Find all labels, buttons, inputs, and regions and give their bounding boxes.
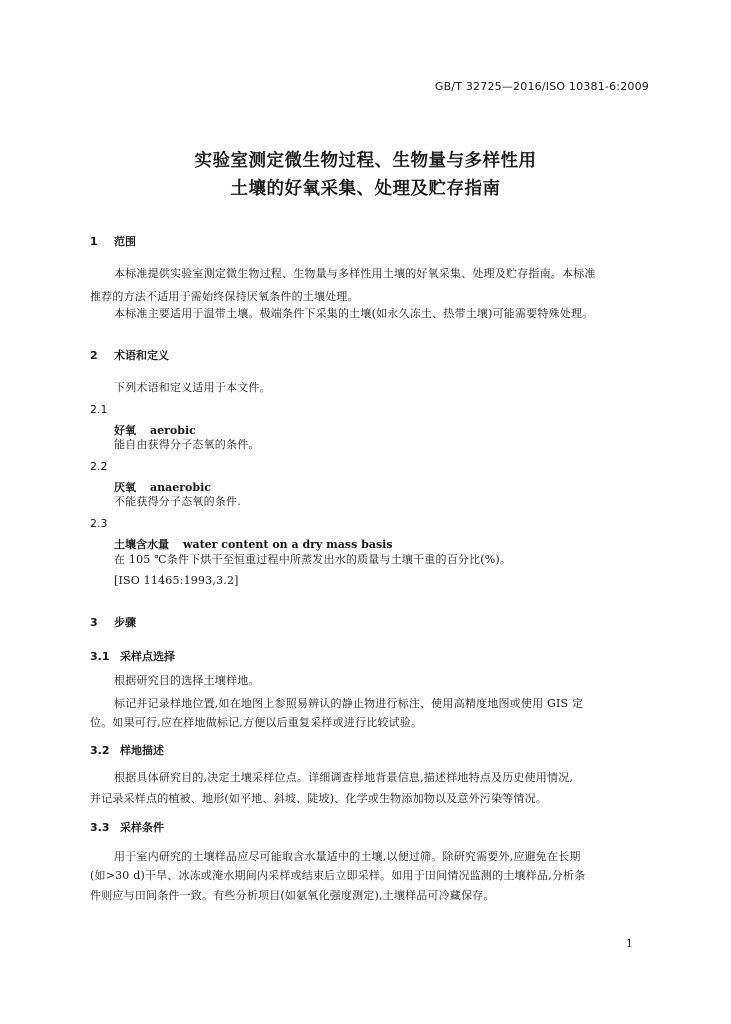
section-title: 采样条件 [120, 821, 164, 834]
sampling-conditions-line-2: (如>30 d)干旱、冰冻或淹水期间内采样或结束后立即采样。如用于田间情况监测的土壤样品,分析条 [90, 869, 586, 882]
page-number: 1 [626, 937, 633, 950]
section-heading-scope [90, 233, 136, 249]
term-number: 2.2 [90, 460, 108, 473]
site-selection-paragraph-1: 根据研究目的选择土壤样地。 [114, 674, 260, 687]
term-cn: 好氧 [114, 424, 136, 437]
section-number: 1 [90, 235, 98, 248]
section-number: 2 [90, 349, 98, 362]
term-number: 2.3 [90, 517, 108, 530]
site-description-line-1: 根据具体研究目的,决定土壤采样位点。详细调查样地背景信息,描述样地特点及历史使用情况, [114, 771, 574, 784]
subsection-heading-site-selection [90, 648, 175, 664]
term-cn: 厌氧 [114, 481, 136, 494]
terms-intro: 下列术语和定义适用于本文件。 [114, 381, 271, 394]
section-number: 3.3 [90, 821, 110, 834]
term-number: 2.1 [90, 403, 108, 416]
term-cn: 土壤含水量 [114, 538, 169, 551]
section-title: 术语和定义 [114, 349, 169, 362]
term-definition: 在 105 ℃条件下烘干至恒重过程中所蒸发出水的质量与土壤干重的百分比(%)。 [114, 553, 512, 566]
document-title-line-1: 实验室测定微生物过程、生物量与多样性用 [194, 151, 537, 171]
scope-paragraph-1-line-1: 本标准提供实验室测定微生物过程、生物量与多样性用土壤的好氧采集、处理及贮存指南。本标准 [114, 267, 596, 280]
sampling-conditions-line-3: 件则应与田间条件一致。有些分析项目(如氨氧化强度测定),土壤样品可冷藏保存。 [90, 889, 495, 902]
section-number: 3.2 [90, 744, 110, 757]
term-reference: [ISO 11465:1993,3.2] [114, 574, 239, 587]
section-title: 采样点选择 [120, 650, 175, 663]
term-en: water content on a dry mass basis [183, 538, 393, 551]
term-en: aerobic [150, 424, 196, 437]
term-definition: 不能获得分子态氧的条件. [114, 495, 241, 508]
section-heading-terms [90, 347, 169, 363]
document-title-line-2: 土壤的好氧采集、处理及贮存指南 [230, 179, 501, 199]
standard-number-header: GB/T 32725—2016/ISO 10381-6:2009 [434, 80, 649, 93]
section-title: 范围 [114, 235, 136, 248]
subsection-heading-site-description [90, 742, 164, 758]
section-number: 3.1 [90, 650, 110, 663]
term-definition: 能自由获得分子态氧的条件。 [114, 438, 260, 451]
site-description-line-2: 并记录采样点的植被、地形(如平地、斜坡、陡坡)、化学或生物添加物以及意外污染等情况。 [90, 792, 547, 805]
scope-paragraph-1-line-2: 推荐的方法不适用于需始终保持厌氧条件的土壤处理。 [90, 290, 359, 303]
sampling-conditions-line-1: 用于室内研究的土壤样品应尽可能取含水量适中的土壤,以便过筛。除研究需要外,应避免在长期 [114, 850, 581, 863]
section-title: 步骤 [114, 616, 136, 629]
term-en: anaerobic [150, 481, 211, 494]
section-title: 样地描述 [120, 744, 164, 757]
site-selection-paragraph-2-line-2: 位。如果可行,应在样地做标记,方便以后重复采样或进行比较试验。 [90, 716, 423, 729]
subsection-heading-sampling-conditions [90, 819, 164, 835]
section-heading-steps [90, 614, 136, 630]
scope-paragraph-2: 本标准主要适用于温带土壤。极端条件下采集的土壤(如永久冻土、热带土壤)可能需要特殊处理。 [114, 307, 594, 320]
section-number: 3 [90, 616, 98, 629]
site-selection-paragraph-2-line-1: 标记并记录样地位置,如在地图上参照易辨认的静止物进行标注、使用高精度地图或使用 GIS 定 [114, 697, 584, 710]
